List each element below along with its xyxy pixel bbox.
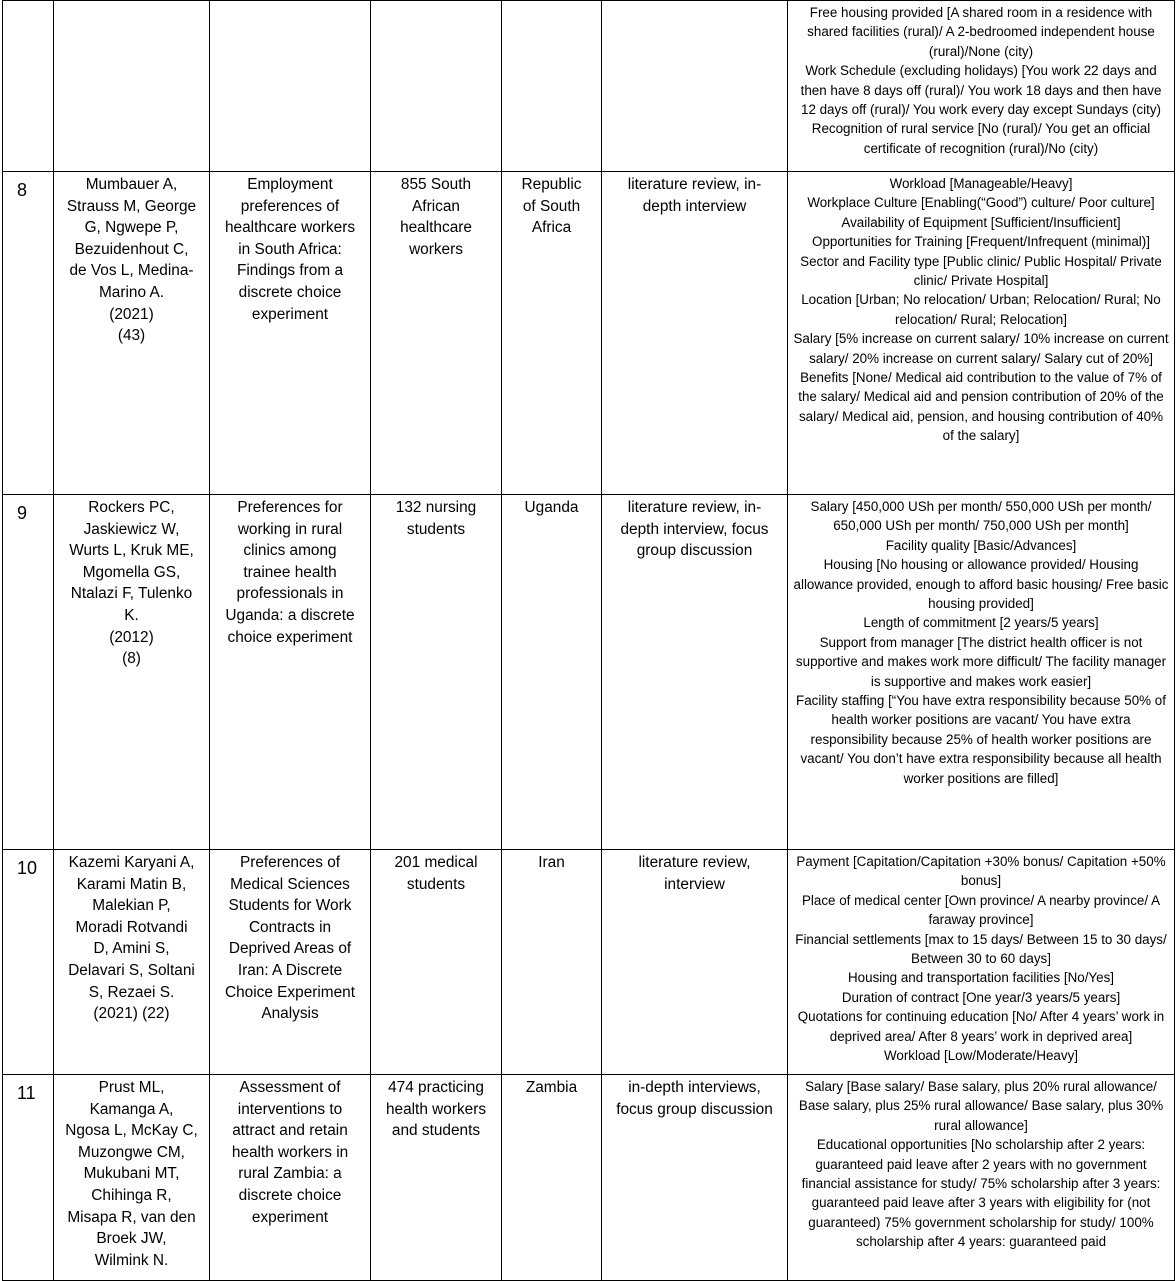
method-cell-line: depth interview, focus (620, 520, 769, 538)
authors-cell-line: (2012) (109, 628, 154, 646)
title-cell-line: Employment (247, 176, 333, 193)
authors-cell-line: Bezuidenhout C, (74, 240, 189, 258)
authors-cell-line: K. (124, 606, 139, 624)
attribute-item: Sector and Facility type [Public clinic/ Public Hospital/ Private clinic/ Private Hospital] (800, 253, 1162, 289)
title-cell-line: experiment (251, 1208, 329, 1226)
attributes-cell (788, 1075, 1175, 1281)
sample-cell (371, 495, 502, 850)
attributes-cell (788, 1, 1175, 172)
title-cell-line: Findings from a (236, 262, 344, 280)
sample-cell (371, 1075, 502, 1281)
attribute-item: Salary [5% increase on current salary/ 10% increase on current salary/ 20% increase on current salary/ Salary cut of 20%] (793, 331, 1169, 366)
attributes-cell (788, 495, 1175, 850)
authors-cell (54, 1075, 210, 1281)
authors-cell (54, 495, 210, 850)
attribute-item: Location [Urban; No relocation/ Urban; Relocation/ Rural; No relocation/ Rural; Relocation] (801, 292, 1161, 327)
method-cell-line: focus group discussion (616, 1100, 773, 1118)
title-cell-line: rural Zambia: a (238, 1165, 342, 1183)
attribute-item: Work Schedule (excluding holidays) [You work 22 days and then have 8 days off (rural)/ You work 18 days and then have 12 days off (rural)/ You work every day except Sundays (city) (800, 63, 1162, 118)
title-cell-line: Contracts in (248, 918, 332, 936)
title-cell-line: preferences of (240, 197, 340, 215)
authors-cell-line: Chihinga R, (91, 1186, 172, 1204)
title-cell (210, 172, 371, 495)
table-row (3, 1075, 1175, 1281)
sample-cell-line: 474 practicing (388, 1079, 484, 1096)
attribute-item: Salary [450,000 USh per month/ 550,000 USh per month/ 650,000 USh per month/ 750,000 USh per month] (810, 499, 1152, 534)
sample-cell-line: students (406, 875, 466, 893)
sample-cell-line: health workers (385, 1100, 487, 1118)
title-cell-line: professionals in (236, 585, 344, 603)
title-cell-line: Students for Work (228, 897, 352, 915)
title-cell-line: interventions to (237, 1100, 343, 1118)
attribute-item: Quotations for continuing education [No/ After 4 years’ work in deprived area/ After 8 years’ work in deprived area] (797, 1009, 1165, 1044)
country-cell (502, 495, 602, 850)
attribute-item: Benefits [None/ Medical aid contribution to the value of 7% of the salary/ Medical aid and pension contribution of 20% of the salary/ Medical aid, pension, and housing contribution of 40% of the salary] (798, 370, 1164, 444)
attribute-item: Educational opportunities [No scholarship after 2 years: guaranteed paid leave after 2 years with no government financial assistance for study/ 75% scholarship after 3 years: guaranteed paid leave after 3 years with eligibility for (not guaranteed) 75% government scholarship for study/ 100% scholarship after 4 years: guaranteed paid (801, 1137, 1161, 1250)
title-cell-line: Analysis (261, 1005, 319, 1023)
attribute-item: Opportunities for Training [Frequent/Infrequent (minimal)] (812, 234, 1150, 250)
attribute-item: Financial settlements [max to 15 days/ Between 15 to 30 days/ Between 30 to 60 days] (795, 931, 1167, 967)
country-cell (502, 850, 602, 1075)
method-cell-line: depth interview (642, 197, 747, 215)
authors-cell-line: Mukubani MT, (83, 1165, 180, 1183)
authors-cell-line: Misapa R, van den (67, 1208, 196, 1226)
title-cell-line: Iran: A Discrete (237, 961, 343, 979)
authors-cell-line: Prust ML, (98, 1079, 165, 1096)
sample-cell-line: 855 South (400, 176, 472, 193)
title-cell-line: Preferences of (239, 854, 341, 871)
method-cell (602, 1, 788, 172)
method-cell-line: in-depth interviews, (628, 1079, 761, 1096)
attribute-item: Payment [Capitation/Capitation +30% bonus/ Capitation +50% bonus] (796, 854, 1166, 889)
title-cell-line: Medical Sciences (230, 875, 350, 893)
country-cell-line: Iran (538, 854, 565, 871)
sample-cell-line: 201 medical (394, 854, 478, 871)
method-cell-line: literature review, in- (627, 499, 762, 516)
country-cell (502, 1075, 602, 1281)
attribute-item: Salary [Base salary/ Base salary, plus 20% rural allowance/ Base salary, plus 25% rural allowance/ Base salary, plus 30% rural allowance] (798, 1079, 1164, 1133)
table-row (3, 1, 1175, 172)
title-cell-line: working in rural (237, 520, 343, 538)
country-cell-line: Uganda (524, 499, 579, 516)
method-cell-line: literature review, (638, 854, 751, 871)
title-cell-line: clinics among (243, 542, 337, 560)
authors-cell-line: Marino A. (98, 283, 164, 301)
title-cell-line: in South Africa: (238, 240, 342, 258)
attribute-item: Duration of contract [One year/3 years/5 years] (841, 989, 1121, 1005)
title-cell-line: discrete choice (238, 283, 342, 301)
title-cell-line: Deprived Areas of (228, 940, 352, 958)
table-row (3, 850, 1175, 1075)
attribute-item: Workload [Manageable/Heavy] (889, 176, 1073, 191)
authors-cell-line: Mgomella GS, (82, 563, 181, 581)
authors-cell-line: Kamanga A, (89, 1100, 174, 1118)
method-cell (602, 1075, 788, 1281)
row-number: 8 (3, 172, 54, 495)
title-cell (210, 1075, 371, 1281)
country-cell-line: Republic (521, 176, 582, 193)
attribute-item: Place of medical center [Own province/ A nearby province/ A faraway province] (801, 892, 1160, 928)
sample-cell (371, 172, 502, 495)
attribute-item: Housing and transportation facilities [No/Yes] (848, 970, 1114, 986)
country-cell-line: Zambia (525, 1079, 578, 1096)
title-cell (210, 1, 371, 172)
sample-cell (371, 1, 502, 172)
row-number: 11 (3, 1075, 54, 1281)
attribute-item: Workload [Low/Moderate/Heavy] (883, 1048, 1078, 1064)
attribute-item: Recognition of rural service [No (rural)/ You get an official certificate of recognition (rural)/No (city) (811, 121, 1151, 156)
attributes-cell (788, 172, 1175, 495)
authors-cell-line: Ngosa L, McKay C, (65, 1122, 198, 1140)
authors-cell-line: (2021) (22) (93, 1005, 170, 1023)
method-cell (602, 172, 788, 495)
country-cell-line: Africa (531, 219, 572, 237)
method-cell-line: literature review, in- (627, 176, 762, 193)
title-cell-line: trainee health (243, 563, 337, 581)
authors-cell-line: Rockers PC, (88, 499, 175, 516)
attribute-item: Length of commitment [2 years/5 years] (863, 615, 1099, 631)
authors-cell-line: de Vos L, Medina- (69, 262, 194, 280)
title-cell-line: Uganda: a discrete (225, 606, 355, 624)
title-cell-line: Preferences for (237, 499, 343, 516)
attribute-item: Workplace Culture [Enabling(“Good”) culture/ Poor culture] (807, 195, 1155, 211)
table-row (3, 172, 1175, 495)
authors-cell-line: D, Amini S, (93, 940, 170, 958)
table-row (3, 495, 1175, 850)
attribute-item: Facility staffing [“You have extra responsibility because 50% of health worker positions are vacant/ You have extra responsibility because 25% of health worker positions are vacant/ You don’t have extra responsibility because all health worker positions are filled] (796, 693, 1166, 786)
sample-cell-line: students (406, 520, 466, 538)
title-cell-line: attract and retain (232, 1122, 348, 1140)
row-number: 9 (3, 495, 54, 850)
authors-cell-line: Ntalazi F, Tulenko (70, 585, 193, 603)
authors-cell-line: (2021) (109, 305, 154, 323)
authors-cell-line: Wurts L, Kruk ME, (69, 542, 194, 560)
authors-cell-line: (43) (117, 327, 146, 345)
title-cell-line: health workers in (231, 1143, 349, 1161)
attribute-item: Housing [No housing or allowance provided/ Housing allowance provided, enough to afford basic housing/ Free basic housing provided] (793, 557, 1169, 612)
sample-cell-line: African (412, 197, 460, 215)
attribute-item: Availability of Equipment [Sufficient/Insufficient] (841, 214, 1121, 230)
attribute-item: Facility quality [Basic/Advances] (885, 537, 1077, 553)
attribute-item: Free housing provided [A shared room in a residence with shared facilities (rural)/ A 2-bedroomed independent house (rural)/None (city) (807, 5, 1155, 59)
method-cell (602, 495, 788, 850)
sample-cell-line: and students (391, 1122, 481, 1140)
title-cell-line: healthcare workers (224, 219, 356, 237)
authors-cell-line: Malekian P, (92, 897, 171, 915)
title-cell-line: Assessment of (239, 1079, 341, 1096)
sample-cell-line: healthcare (400, 219, 472, 237)
authors-cell-line: G, Ngwepe P, (84, 219, 179, 237)
authors-cell (54, 1, 210, 172)
authors-cell-line: Kazemi Karyani A, (68, 854, 195, 871)
method-cell (602, 850, 788, 1075)
title-cell-line: experiment (251, 305, 329, 323)
method-cell-line: group discussion (636, 542, 753, 560)
country-cell (502, 1, 602, 172)
authors-cell-line: Jaskiewicz W, (83, 520, 180, 538)
authors-cell-line: Broek JW, (96, 1230, 167, 1248)
sample-cell-line: 132 nursing (395, 499, 477, 516)
title-cell (210, 495, 371, 850)
authors-cell-line: Mumbauer A, (85, 176, 178, 193)
authors-cell (54, 172, 210, 495)
authors-cell-line: Delavari S, Soltani (68, 961, 195, 979)
dce-studies-table (2, 0, 1175, 1281)
authors-cell-line: S, Rezaei S. (88, 983, 175, 1001)
country-cell-line: of South (522, 197, 581, 215)
row-number: 10 (3, 850, 54, 1075)
authors-cell-line: (8) (122, 650, 141, 668)
authors-cell (54, 850, 210, 1075)
title-cell-line: discrete choice (238, 1186, 342, 1204)
title-cell-line: choice experiment (227, 628, 353, 646)
sample-cell (371, 850, 502, 1075)
authors-cell-line: Muzongwe CM, (78, 1143, 185, 1161)
method-cell-line: interview (664, 875, 725, 893)
attributes-cell (788, 850, 1175, 1075)
title-cell-line: Choice Experiment (224, 983, 356, 1001)
attribute-item: Support from manager [The district health officer is not supportive and makes work more difficult/ The facility manager is supportive and makes work easier] (795, 634, 1167, 689)
row-number (3, 1, 54, 172)
authors-cell-line: Wilmink N. (94, 1251, 169, 1269)
authors-cell-line: Moradi Rotvandi (75, 918, 188, 936)
title-cell (210, 850, 371, 1075)
sample-cell-line: workers (409, 240, 463, 258)
authors-cell-line: Karami Matin B, (76, 875, 187, 893)
country-cell (502, 172, 602, 495)
authors-cell-line: Strauss M, George (66, 197, 197, 215)
